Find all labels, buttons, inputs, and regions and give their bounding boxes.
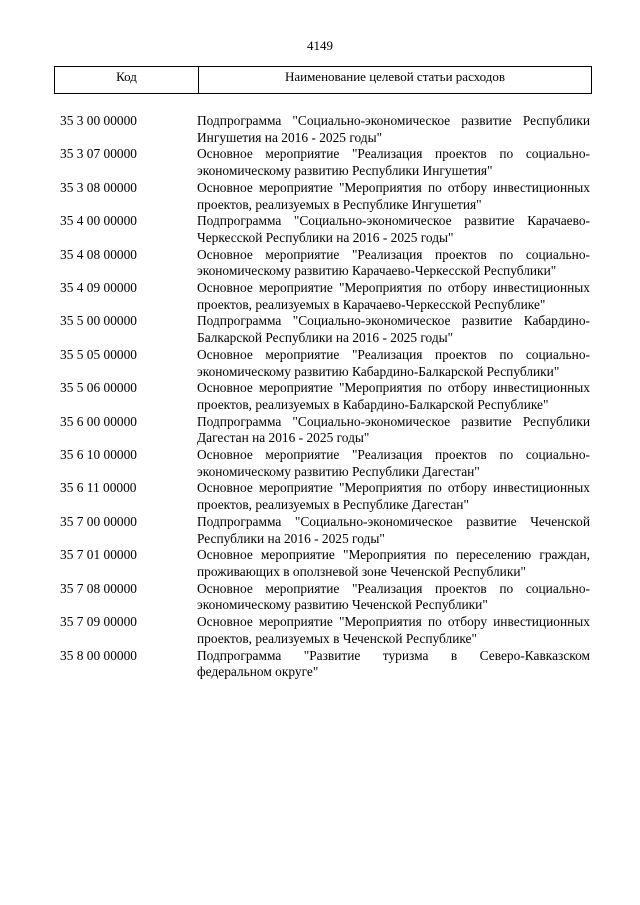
row-text: Основное мероприятие "Мероприятия по отбору инвестиционных проектов, реализуемых в Республике Ингушетия" <box>197 179 590 212</box>
row-text: Основное мероприятие "Реализация проектов по социально-экономическому развитию Республики Ингушетия" <box>197 146 590 179</box>
row-text: Основное мероприятие "Мероприятия по отбору инвестиционных проектов, реализуемых в Карачаево-Черкесской Республике" <box>197 280 590 312</box>
table-row <box>60 113 590 146</box>
row-text: Подпрограмма "Социально-экономическое развитие Чеченской Республики на 2016 - 2025 годы" <box>197 513 590 546</box>
table-row <box>60 146 590 179</box>
row-code: 35 5 00 00000 <box>60 313 137 329</box>
table-row <box>60 581 590 614</box>
row-code: 35 6 00 00000 <box>60 413 137 429</box>
table-row <box>60 313 590 346</box>
table-row <box>60 347 590 380</box>
page-number: 4149 <box>307 38 333 53</box>
row-text: Основное мероприятие "Мероприятия по переселению граждан, проживающих в оползневой зоне Чеченской Республики" <box>197 547 590 579</box>
table-row <box>60 648 590 681</box>
table-row <box>60 514 590 547</box>
row-code: 35 8 00 00000 <box>60 647 137 663</box>
row-code: 35 5 05 00000 <box>60 346 137 362</box>
row-text: Основное мероприятие "Реализация проектов по социально-экономическому развитию Кабардино-Балкарской Республики" <box>197 346 590 379</box>
row-code: 35 3 08 00000 <box>60 179 137 195</box>
table-header <box>54 66 592 94</box>
header-code: Код <box>55 67 199 93</box>
row-text: Подпрограмма "Развитие туризма в Северо-Кавказском федеральном округе" <box>197 647 590 680</box>
row-text: Подпрограмма "Социально-экономическое развитие Кабардино-Балкарской Республики на 2016 - 2025 годы" <box>197 313 590 346</box>
row-text: Основное мероприятие "Реализация проектов по социально-экономическому развитию Республики Дагестан" <box>197 447 590 479</box>
row-text: Основное мероприятие "Мероприятия по отбору инвестиционных проектов, реализуемых в Чеченской Республике" <box>197 614 590 646</box>
row-code: 35 4 00 00000 <box>60 213 137 229</box>
table-row <box>60 614 590 647</box>
row-text: Подпрограмма "Социально-экономическое развитие Республики Ингушетия на 2016 - 2025 годы" <box>197 113 590 145</box>
row-code: 35 6 11 00000 <box>60 480 137 496</box>
table-row <box>60 480 590 513</box>
row-text: Подпрограмма "Социально-экономическое развитие Республики Дагестан на 2016 - 2025 годы" <box>197 413 590 446</box>
row-text: Основное мероприятие "Мероприятия по отбору инвестиционных проектов, реализуемых в Кабардино-Балкарской Республике" <box>197 380 590 412</box>
table-row <box>60 280 590 313</box>
row-code: 35 7 01 00000 <box>60 547 137 563</box>
row-code: 35 6 10 00000 <box>60 447 137 463</box>
row-code: 35 5 06 00000 <box>60 380 137 396</box>
row-code: 35 3 07 00000 <box>60 146 137 162</box>
row-text: Основное мероприятие "Реализация проектов по социально-экономическому развитию Чеченской Республики" <box>197 580 590 613</box>
header-name: Наименование целевой статьи расходов <box>284 69 506 84</box>
row-text: Основное мероприятие "Мероприятия по отбору инвестиционных проектов, реализуемых в Республике Дагестан" <box>197 480 590 513</box>
table-row <box>60 247 590 280</box>
table-row <box>60 380 590 413</box>
table-row <box>60 547 590 580</box>
row-text: Подпрограмма "Социально-экономическое развитие Карачаево-Черкесской Республики на 2016 - 2025 годы" <box>197 213 590 245</box>
row-code: 35 4 08 00000 <box>60 246 137 262</box>
table-row <box>60 213 590 246</box>
table-row <box>60 414 590 447</box>
row-code: 35 7 09 00000 <box>60 614 137 630</box>
table-row <box>60 180 590 213</box>
row-code: 35 3 00 00000 <box>60 113 137 128</box>
row-code: 35 7 08 00000 <box>60 580 137 596</box>
row-code: 35 4 09 00000 <box>60 280 137 296</box>
row-code: 35 7 00 00000 <box>60 513 137 529</box>
table-body <box>60 113 590 681</box>
row-text: Основное мероприятие "Реализация проектов по социально-экономическому развитию Карачаево-Черкесской Республики" <box>197 246 590 279</box>
table-row <box>60 447 590 480</box>
